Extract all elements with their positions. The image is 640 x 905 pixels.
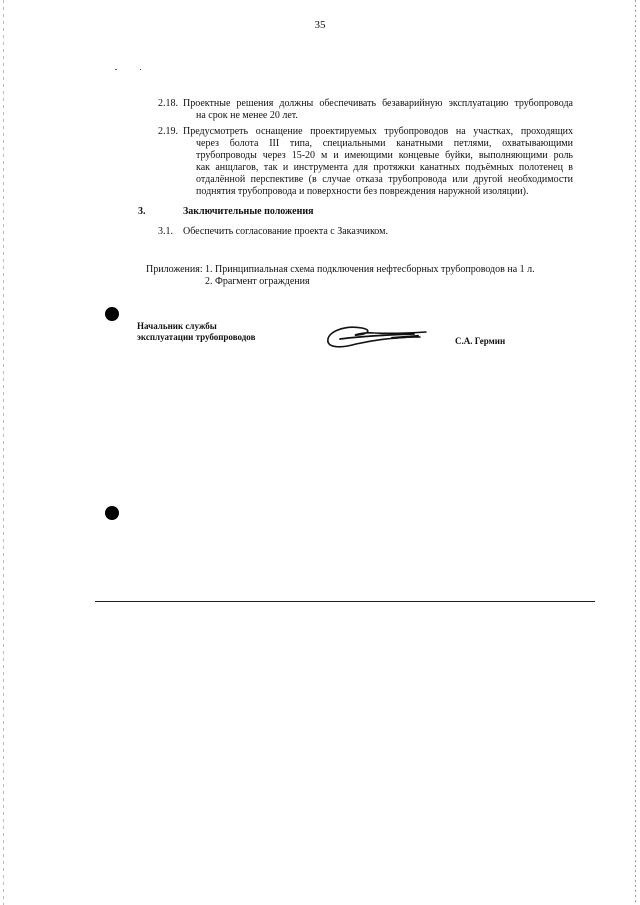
item-text-line: Проектные решения должны обеспечивать безаварийную эксплуатацию трубопровода [183, 98, 573, 109]
binder-hole-mark [105, 506, 119, 520]
item-text-line: отдалённой перспективе (в случае отказа трубопровода или другой необходимости [196, 174, 573, 185]
item-text-line: через болота III типа, специальными канатными петлями, охватывающими [196, 138, 573, 149]
scan-speck [140, 69, 141, 70]
item-text-line: как анщлагов, так и инструмента для протяжки канатных подъёмных полотенец в [196, 162, 573, 173]
item-2-19 [0, 126, 640, 200]
item-number: 2.18. [158, 98, 178, 109]
appendix-item: 1. Принципиальная схема подключения нефтесборных трубопроводов на 1 л. [205, 264, 535, 275]
scan-speck [115, 69, 117, 70]
item-3-1 [0, 226, 640, 238]
page-number: 35 [314, 19, 326, 31]
item-text-line: на срок не менее 20 лет. [196, 110, 298, 121]
position-line: эксплуатации трубопроводов [137, 332, 256, 342]
signatory-position [137, 321, 255, 343]
section-number: 3. [138, 206, 146, 217]
binder-hole-mark [105, 307, 119, 321]
item-2-18 [0, 98, 640, 124]
item-text-line: поднятия трубопровода и поверхности без повреждения наружной изоляции). [196, 186, 529, 197]
appendix-label: Приложения: [146, 264, 203, 275]
section-3-heading [0, 206, 640, 218]
item-text-line: трубопроводы через 15-20 м и имеющими концевые буйки, выполняющими роль [196, 150, 573, 161]
item-number: 2.19. [158, 126, 178, 137]
signatory-name: С.А. Гермин [455, 336, 506, 346]
section-title: Заключительные положения [183, 206, 314, 217]
item-text-line: Предусмотреть оснащение проектируемых трубопроводов на участках, проходящих [183, 126, 573, 137]
appendix-item: 2. Фрагмент ограждения [205, 276, 310, 287]
handwritten-signature [322, 322, 432, 354]
page-divider [95, 601, 595, 602]
appendix-block [0, 264, 640, 288]
item-text-line: Обеспечить согласование проекта с Заказчиком. [183, 226, 388, 237]
item-number: 3.1. [158, 226, 173, 237]
position-line: Начальник службы [137, 321, 217, 331]
